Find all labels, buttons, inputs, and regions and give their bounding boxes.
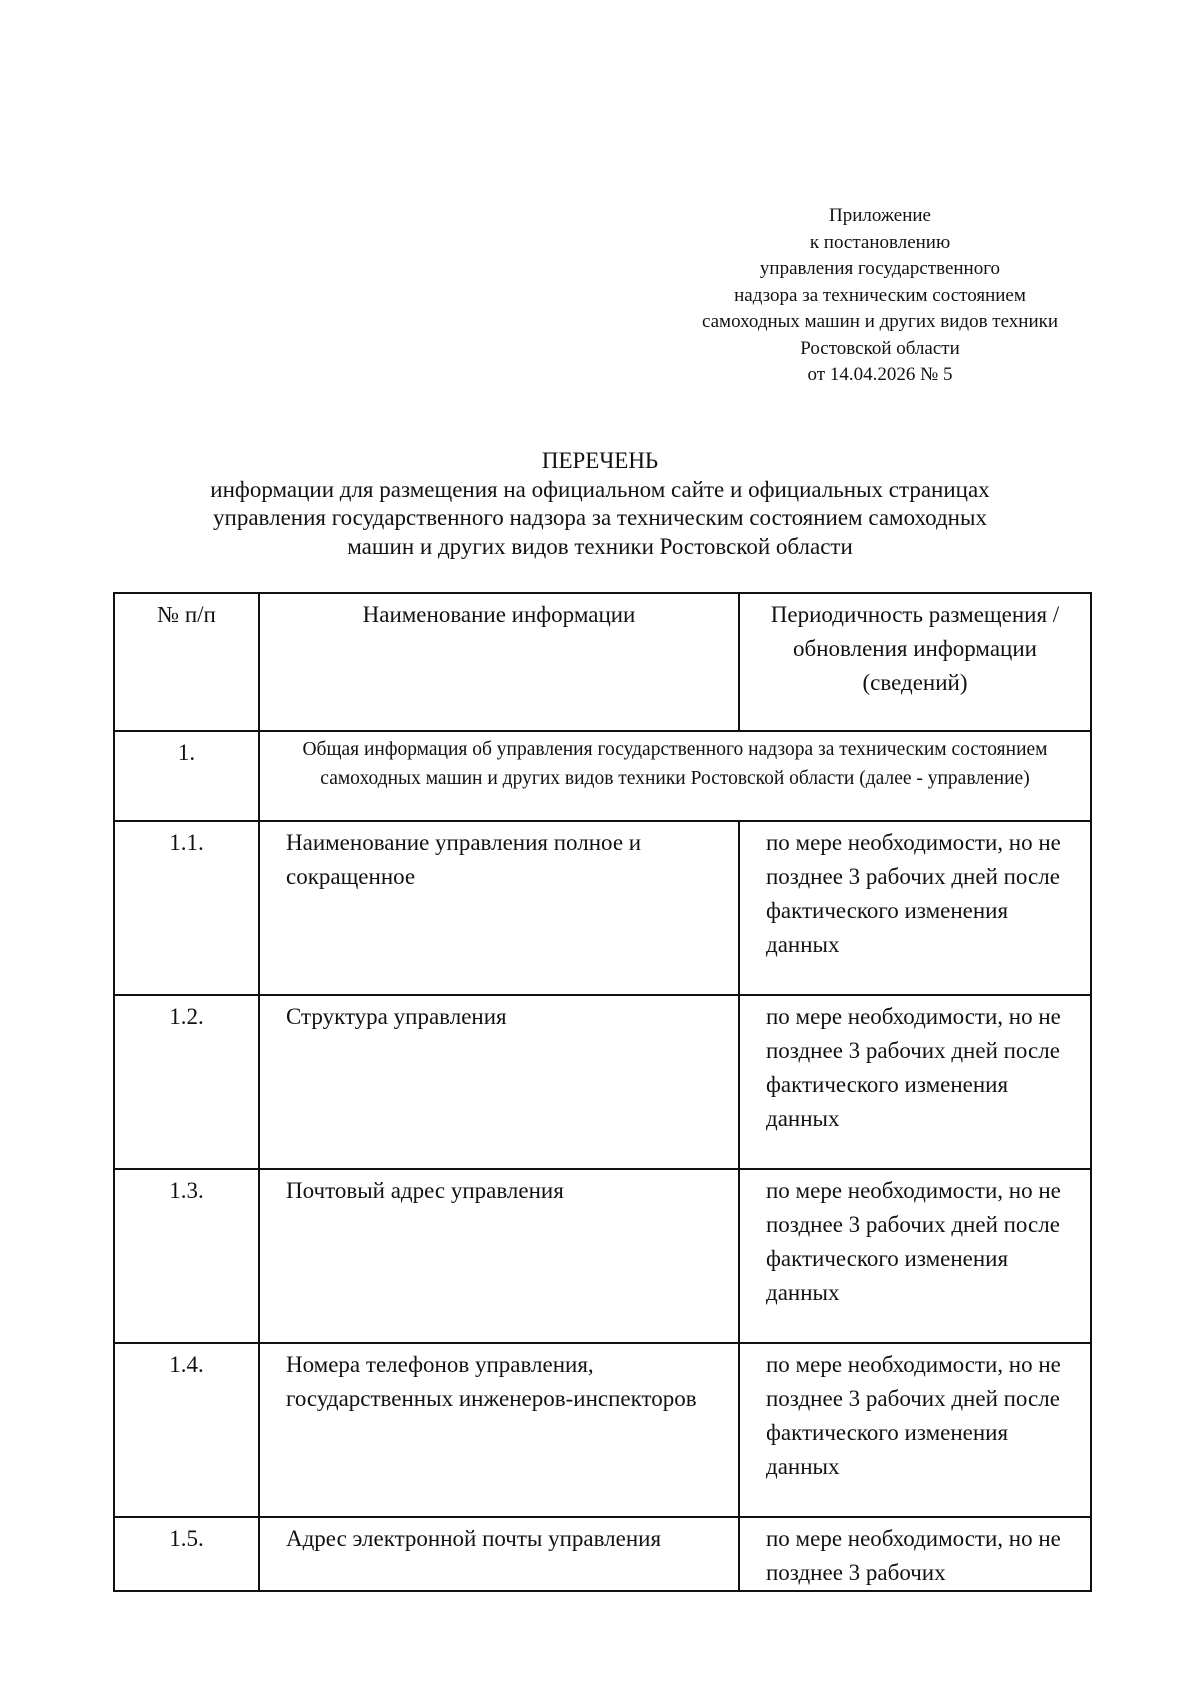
table-row [114,1517,1091,1591]
table-row [114,1169,1091,1343]
row-num: 1.4. [114,1343,259,1517]
table-row [114,821,1091,995]
row-name: Почтовый адрес управления [259,1169,739,1343]
table-header-row [114,593,1091,731]
header-name: Наименование информации [259,593,739,731]
document-title [100,447,1100,561]
section-title: Общая информация об управления государственного надзора за техническим состоянием самоходных машин и других видов техники Ростовской области (далее - управление) [259,731,1091,821]
row-period: по мере необходимости, но не позднее 3 рабочих дней после фактического изменения данных [739,1343,1091,1517]
row-period: по мере необходимости, но не позднее 3 рабочих дней после фактического изменения данных [739,1169,1091,1343]
row-name: Наименование управления полное и сокращенное [259,821,739,995]
appendix-date: от 14.04.2026 № 5 [807,364,953,385]
appendix-line: Ростовской области [800,337,960,359]
header-period: Периодичность размещения / обновления информации (сведений) [739,593,1091,731]
information-table [113,592,1092,1592]
section-num: 1. [114,731,259,821]
title-line: управления государственного надзора за техническим состоянием самоходных [213,505,987,530]
table-row [114,995,1091,1169]
title-line: машин и других видов техники Ростовской области [347,533,853,559]
appendix-line: управления государственного [759,258,1001,279]
appendix-line: к постановлению [809,231,951,253]
title-heading: ПЕРЕЧЕНЬ [541,448,659,473]
appendix-line: надзора за техническим состоянием [734,284,1026,306]
row-num: 1.2. [114,995,259,1169]
row-name: Адрес электронной почты управления [259,1517,739,1591]
table-row [114,1343,1091,1517]
row-num: 1.3. [114,1169,259,1343]
section-row [114,731,1091,821]
appendix-line: Приложение [829,205,931,226]
row-period: по мере необходимости, но не позднее 3 рабочих дней после фактического изменения данных [739,821,1091,995]
appendix-block [640,203,1120,389]
row-num: 1.5. [114,1517,259,1591]
header-num: № п/п [114,593,259,731]
row-name: Номера телефонов управления, государственных инженеров-инспекторов [259,1343,739,1517]
row-period: по мере необходимости, но не позднее 3 рабочих [739,1517,1091,1591]
appendix-line: самоходных машин и других видов техники [701,311,1059,332]
row-num: 1.1. [114,821,259,995]
row-period: по мере необходимости, но не позднее 3 рабочих дней после фактического изменения данных [739,995,1091,1169]
title-line: информации для размещения на официальном сайте и официальных страницах [210,476,990,502]
row-name: Структура управления [259,995,739,1169]
